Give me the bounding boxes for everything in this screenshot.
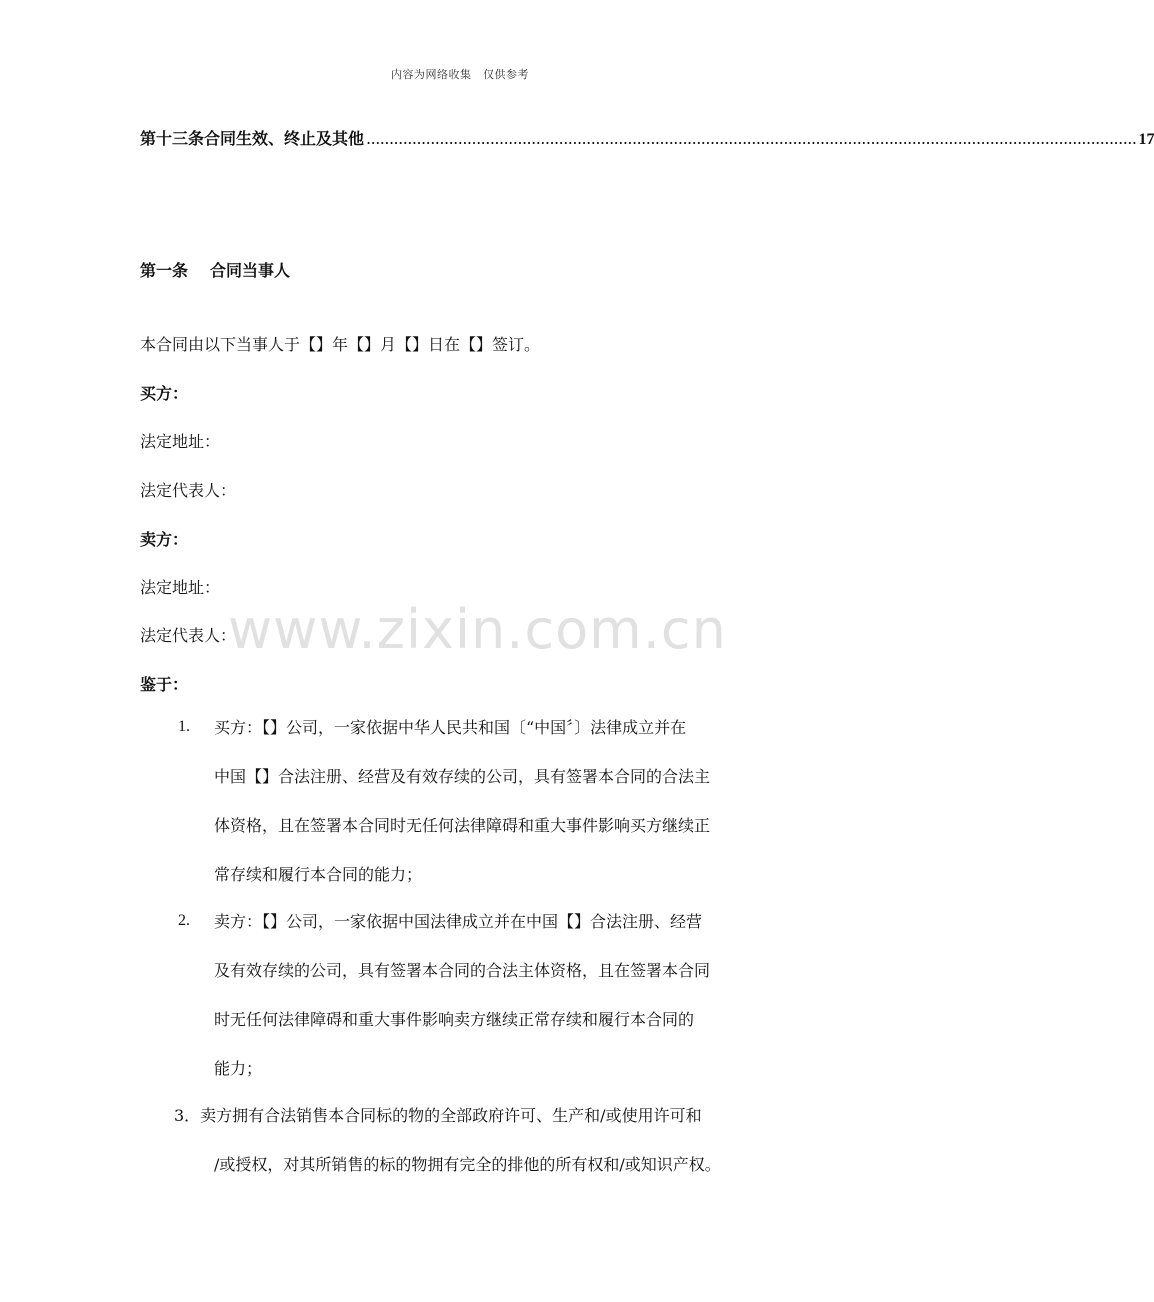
toc-entry[interactable] [140, 126, 1154, 149]
seller-rep-label: 法定代表人： [140, 626, 237, 645]
list-item-body [214, 703, 786, 899]
item-3-line-1: 3．卖方拥有合法销售本合同标的物的全部政府许可、生产和/或使用许可和 [174, 1106, 702, 1125]
list-item-line: 中国【】合法注册、经营及有效存续的公司，具有签署本合同的合法主 [214, 767, 711, 786]
seller-label: 卖方： [140, 530, 189, 549]
toc-page-number: 17 [1138, 131, 1154, 148]
section-heading [140, 258, 290, 281]
list-item-line: 常存续和履行本合同的能力； [214, 865, 423, 884]
item-3-line-2: /或授权，对其所销售的标的物拥有完全的排他的所有权和/或知识产权。 [214, 1155, 721, 1174]
list-item-body [214, 897, 786, 1093]
list-item-line: 体资格，且在签署本合同时无任何法律障碍和重大事件影响买方继续正 [214, 816, 711, 835]
list-item-line: 卖方：【】公司，一家依据中国法律成立并在中国【】合法注册、经营 [214, 912, 703, 931]
toc-leader-dots: ........................................................................................................................................................................ [366, 129, 1137, 148]
watermark: www.zixin.com.cn [228, 598, 727, 661]
seller-address-label: 法定地址： [140, 578, 221, 597]
header-note: 内容为网络收集 仅供参考 [391, 68, 529, 81]
list-item-line: 能力； [214, 1059, 263, 1078]
whereas-label: 鉴于： [140, 675, 189, 694]
toc-title: 第十三条合同生效、终止及其他 [140, 129, 365, 148]
intro-text: 本合同由以下当事人于【】年【】月【】日在【】签订。 [140, 335, 541, 354]
list-item-line: 时无任何法律障碍和重大事件影响卖方继续正常存续和履行本合同的 [214, 1010, 695, 1029]
buyer-rep-label: 法定代表人： [140, 481, 237, 500]
section-number: 第一条 [140, 261, 189, 280]
section-title: 合同当事人 [210, 261, 291, 280]
buyer-label: 买方： [140, 384, 189, 403]
list-item-line: 买方：【】公司，一家依据中华人民共和国〔“中国〞〕法律成立并在 [214, 718, 687, 737]
list-item-number: 2. [178, 912, 190, 929]
list-item-line: 及有效存续的公司，具有签署本合同的合法主体资格，且在签署本合同 [214, 961, 711, 980]
buyer-address-label: 法定地址： [140, 432, 221, 451]
list-item-number: 1. [178, 718, 190, 735]
